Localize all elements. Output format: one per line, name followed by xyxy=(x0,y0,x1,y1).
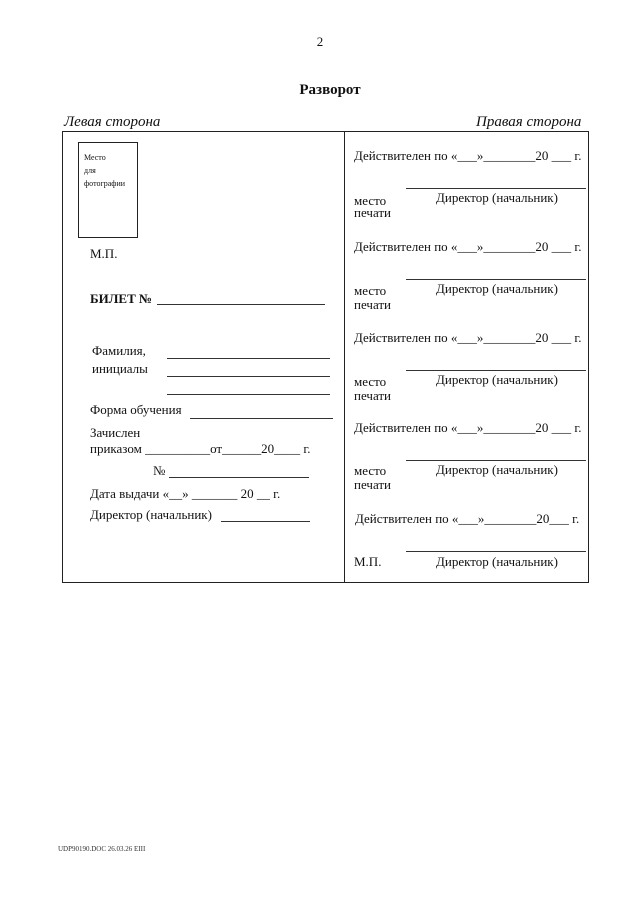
signature-line-4 xyxy=(406,460,586,461)
study-form-label: Форма обучения xyxy=(90,402,182,417)
extra-name-line xyxy=(167,394,330,395)
initials-line xyxy=(167,376,330,377)
enrollment-order-line: приказом __________от______20____ г. xyxy=(90,441,311,456)
surname-line xyxy=(167,358,330,359)
right-stamp-mp: М.П. xyxy=(354,554,382,569)
validity-line-1: Действителен по «___»________20 ___ г. xyxy=(354,148,582,163)
director-label-4: Директор (начальник) xyxy=(436,462,558,477)
director-label-3: Директор (начальник) xyxy=(436,372,558,387)
signature-line-3 xyxy=(406,370,586,371)
left-director-label: Директор (начальник) xyxy=(90,507,212,522)
issue-date: Дата выдачи «__» _______ 20 __ г. xyxy=(90,486,281,501)
stamp-of-4: печати xyxy=(354,477,392,492)
stamp-place-4: место xyxy=(354,463,387,478)
signature-line-2 xyxy=(406,279,586,280)
left-side-label: Левая сторона xyxy=(64,114,161,130)
order-number-line xyxy=(169,477,309,478)
stamp-place-3: место xyxy=(354,374,387,389)
enrolled-label: Зачислен xyxy=(90,425,141,440)
stamp-of-2: печати xyxy=(354,297,392,312)
validity-line-2: Действителен по «___»________20 ___ г. xyxy=(354,239,582,254)
director-label-5: Директор (начальник) xyxy=(436,554,558,569)
file-footer: UDP90190.DOC 26.03.26 EIII xyxy=(58,845,146,853)
photo-label-line-1: Место xyxy=(84,153,106,162)
director-label-1: Директор (начальник) xyxy=(436,190,558,205)
right-side-label: Правая сторона xyxy=(476,114,582,130)
stamp-of-1: печати xyxy=(354,205,392,220)
card-divider xyxy=(344,131,345,583)
stamp-place-1: место xyxy=(354,193,387,208)
surname-label: Фамилия, xyxy=(92,343,146,358)
photo-label-line-2: для xyxy=(84,166,96,175)
study-form-line xyxy=(190,418,333,419)
stamp-of-3: печати xyxy=(354,388,392,403)
document-title: Разворот xyxy=(299,82,361,98)
signature-line-1 xyxy=(406,188,586,189)
order-number-sign: № xyxy=(153,463,166,478)
validity-line-5: Действителен по «___»________20___ г. xyxy=(355,511,580,526)
ticket-number-line xyxy=(157,304,325,305)
initials-label: инициалы xyxy=(92,361,148,376)
left-director-signature-line xyxy=(221,521,310,522)
validity-line-4: Действителен по «___»________20 ___ г. xyxy=(354,420,582,435)
validity-line-3: Действителен по «___»________20 ___ г. xyxy=(354,330,582,345)
left-stamp-mp: М.П. xyxy=(90,246,118,261)
signature-line-5 xyxy=(406,551,586,552)
page-number: 2 xyxy=(316,34,324,49)
director-label-2: Директор (начальник) xyxy=(436,281,558,296)
stamp-place-2: место xyxy=(354,283,387,298)
ticket-number-label: БИЛЕТ № xyxy=(90,291,153,306)
photo-label-line-3: фотографии xyxy=(84,179,126,188)
